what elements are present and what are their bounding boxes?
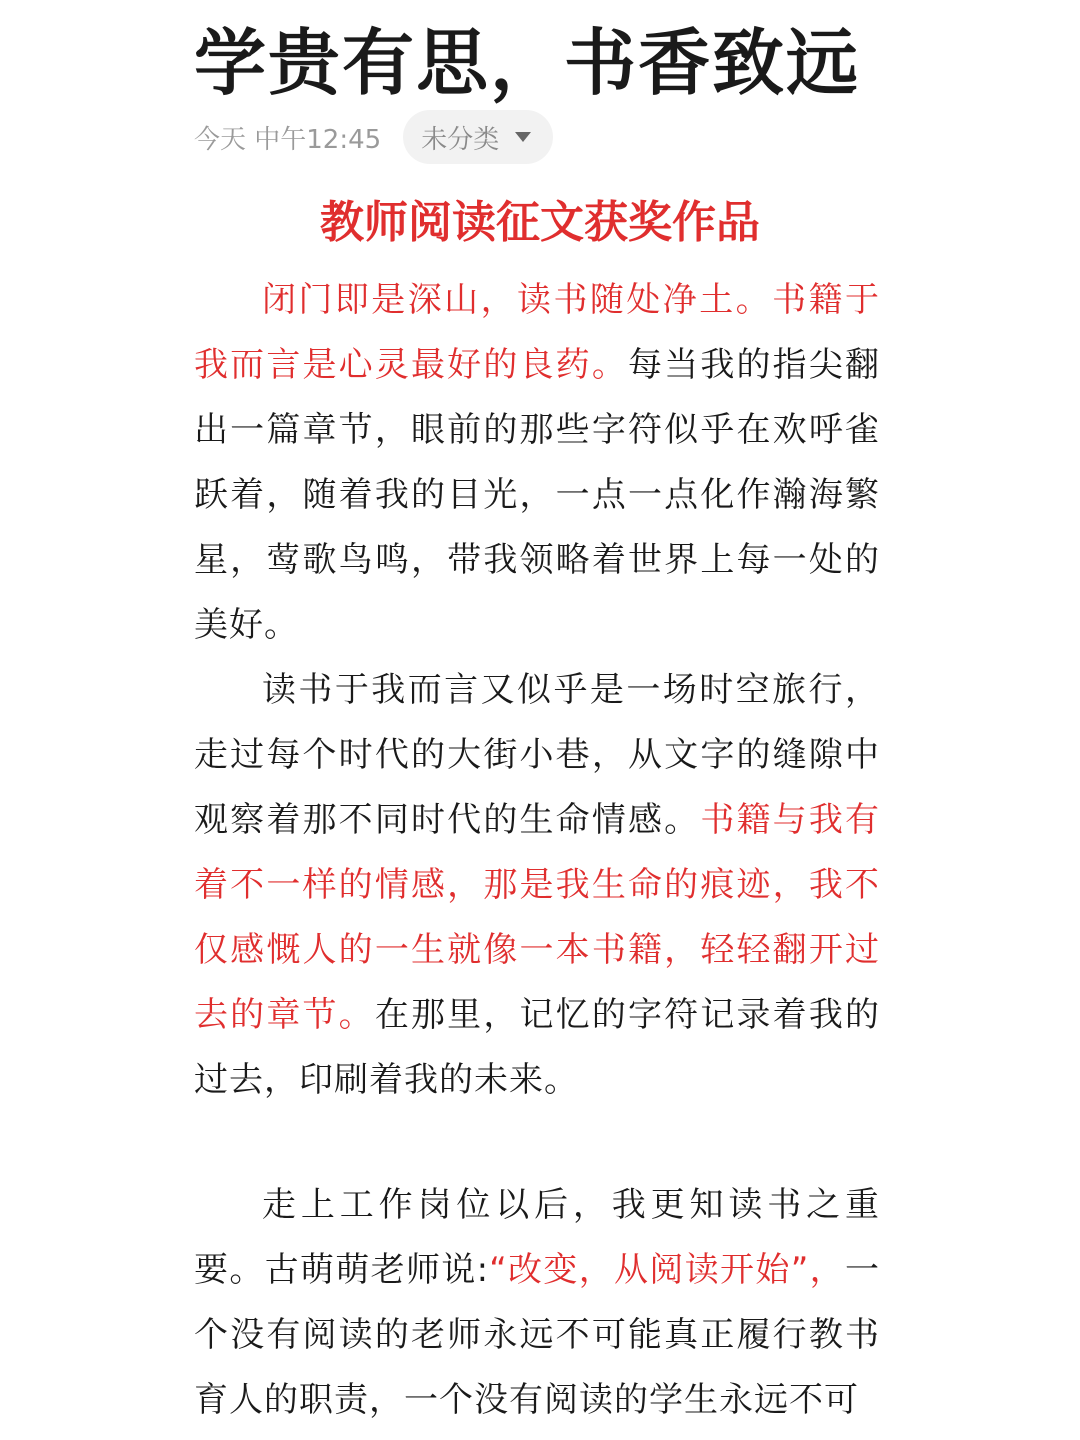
quote-text: “改变，从阅读开始”， xyxy=(489,1250,845,1290)
highlight-text: 闭门即是深山，读书随处净土。书籍于我而言是心灵最好的良药。 xyxy=(194,280,880,385)
body-text: 在那里，记忆的字符记录着我的过去，印刷着我的未来。 xyxy=(194,995,881,1100)
article-title: 学贵有思，书香致远 xyxy=(194,21,861,105)
article-subtitle: 教师阅读征文获奖作品 xyxy=(320,197,760,248)
body-text: 一个没有阅读的老师永远不可能真正履行教书育人的职责，一个没有阅读的学生永远不可 xyxy=(194,1250,880,1420)
article-body[interactable] xyxy=(194,268,880,1433)
highlight-text: 书籍与我有着不一样的情感，那是我生命的痕迹，我不仅感慨人的一生就像一本书籍，轻轻翻开过去的章节。 xyxy=(194,800,881,1035)
body-text: 读书于我而言又似乎是一场时空旅行，走过每个时代的大街小巷，从文字的缝隙中观察着那不同时代的生命情感。 xyxy=(194,670,880,840)
body-text: 每当我的指尖翻出一篇章节，眼前的那些字符似乎在欢呼雀跃着，随着我的目光，一点一点化作瀚海繁星，莺歌鸟鸣，带我领略着世界上每一处的美好。 xyxy=(194,345,880,645)
caret-down-icon xyxy=(515,132,531,142)
paragraph-3 xyxy=(194,1173,880,1433)
paragraph-2 xyxy=(194,658,880,1113)
paragraph-1 xyxy=(194,268,880,658)
category-dropdown[interactable] xyxy=(403,110,553,164)
body-text: 走上工作岗位以后，我更知读书之重要。古萌萌老师说: xyxy=(194,1185,880,1290)
timestamp: 今天 中午12:45 xyxy=(194,124,382,155)
article-meta xyxy=(194,110,553,164)
category-label: 未分类 xyxy=(421,124,500,155)
